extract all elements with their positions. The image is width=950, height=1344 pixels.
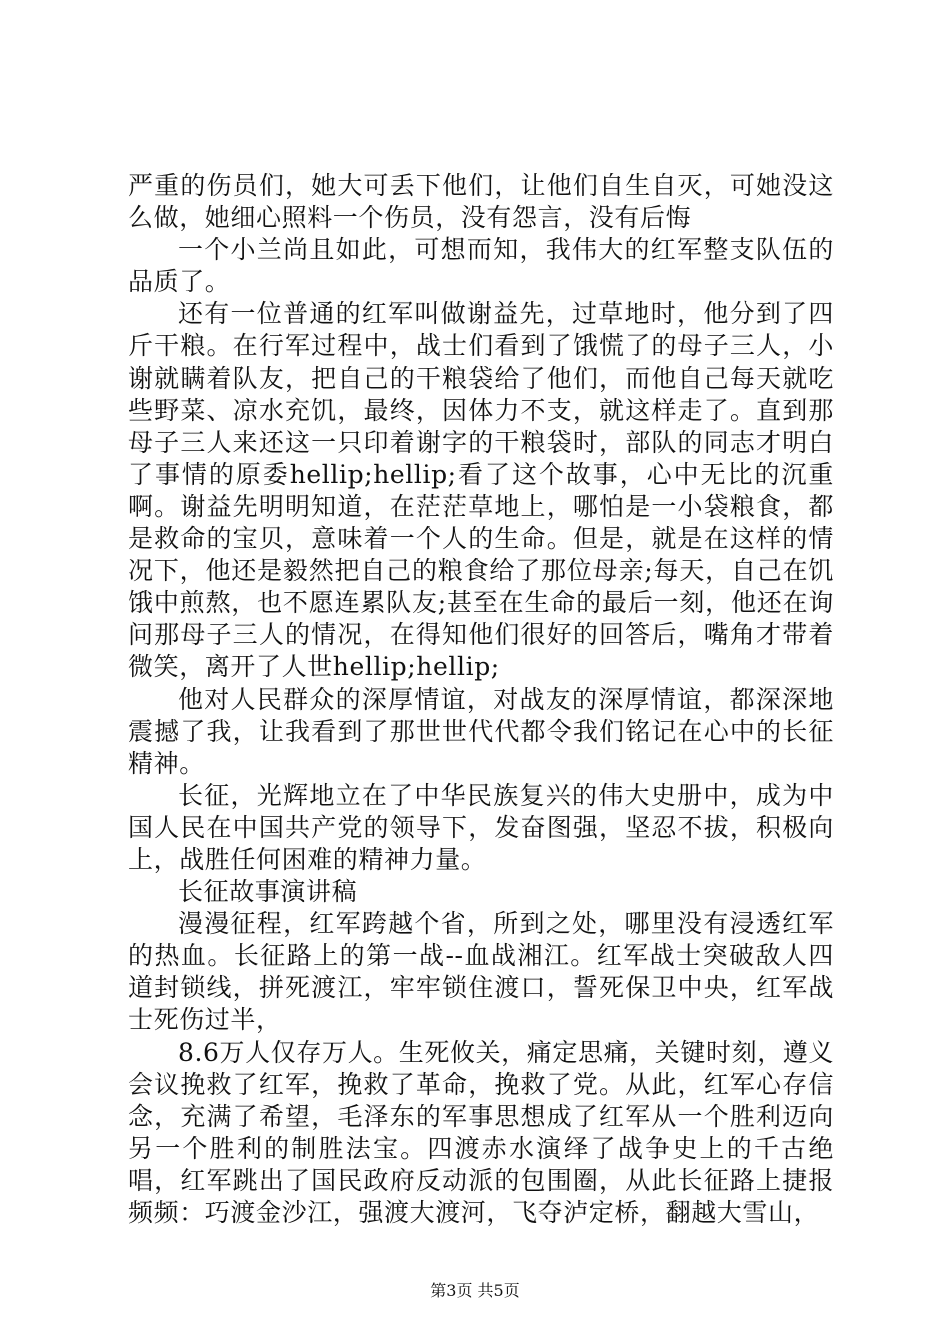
paragraph-4: 他对人民群众的深厚情谊，对战友的深厚情谊，都深深地震撼了我，让我看到了那世世代代都令我们铭记在心中的长征精神。 bbox=[128, 684, 834, 778]
paragraph-2: 一个小兰尚且如此，可想而知，我伟大的红军整支队伍的品质了。 bbox=[128, 235, 834, 297]
paragraph-5: 长征，光辉地立在了中华民族复兴的伟大史册中，成为中国人民在中国共产党的领导下，发奋图强，坚忍不拔，积极向上，战胜任何困难的精神力量。 bbox=[128, 780, 834, 874]
page-number-footer: 第3页 共5页 bbox=[430, 1281, 520, 1300]
paragraph-7: 漫漫征程，红军跨越个省，所到之处，哪里没有浸透红军的热血。长征路上的第一战--血战湘江。红军战士突破敌人四道封锁线，拼死渡江，牢牢锁住渡口，誓死保卫中央，红军战士死伤过半， bbox=[128, 909, 834, 1035]
document-body bbox=[128, 170, 834, 1229]
paragraph-3: 还有一位普通的红军叫做谢益先，过草地时，他分到了四斤干粮。在行军过程中，战士们看到了饿慌了的母子三人，小谢就瞒着队友，把自己的干粮袋给了他们，而他自己每天就吃些野菜、凉水充饥，最终，因体力不支，就这样走了。直到那母子三人来还这一只印着谢字的干粮袋时，部队的同志才明白了事情的原委hellip;hellip;看了这个故事，心中无比的沉重啊。谢益先明明知道，在茫茫草地上，哪怕是一小袋粮食，都是救命的宝贝，意味着一个人的生命。但是，就是在这样的情况下，他还是毅然把自己的粮食给了那位母亲;每天，自己在饥饿中煎熬，也不愿连累队友;甚至在生命的最后一刻，他还在询问那母子三人的情况，在得知他们很好的回答后，嘴角才带着微笑，离开了人世hellip;hellip; bbox=[128, 299, 834, 682]
paragraph-8: 8.6万人仅存万人。生死攸关，痛定思痛，关键时刻，遵义会议挽救了红军，挽救了革命，挽救了党。从此，红军心存信念，充满了希望，毛泽东的军事思想成了红军从一个胜利迈向另一个胜利的制胜法宝。四渡赤水演绎了战争史上的千古绝唱，红军跳出了国民政府反动派的包围圈，从此长征路上捷报频频：巧渡金沙江，强渡大渡河，飞夺泸定桥，翻越大雪山， bbox=[128, 1037, 834, 1227]
section-heading: 长征故事演讲稿 bbox=[178, 877, 358, 907]
paragraph-1: 严重的伤员们，她大可丢下他们，让他们自生自灭，可她没这么做，她细心照料一个伤员，没有怨言，没有后悔 bbox=[128, 171, 834, 233]
